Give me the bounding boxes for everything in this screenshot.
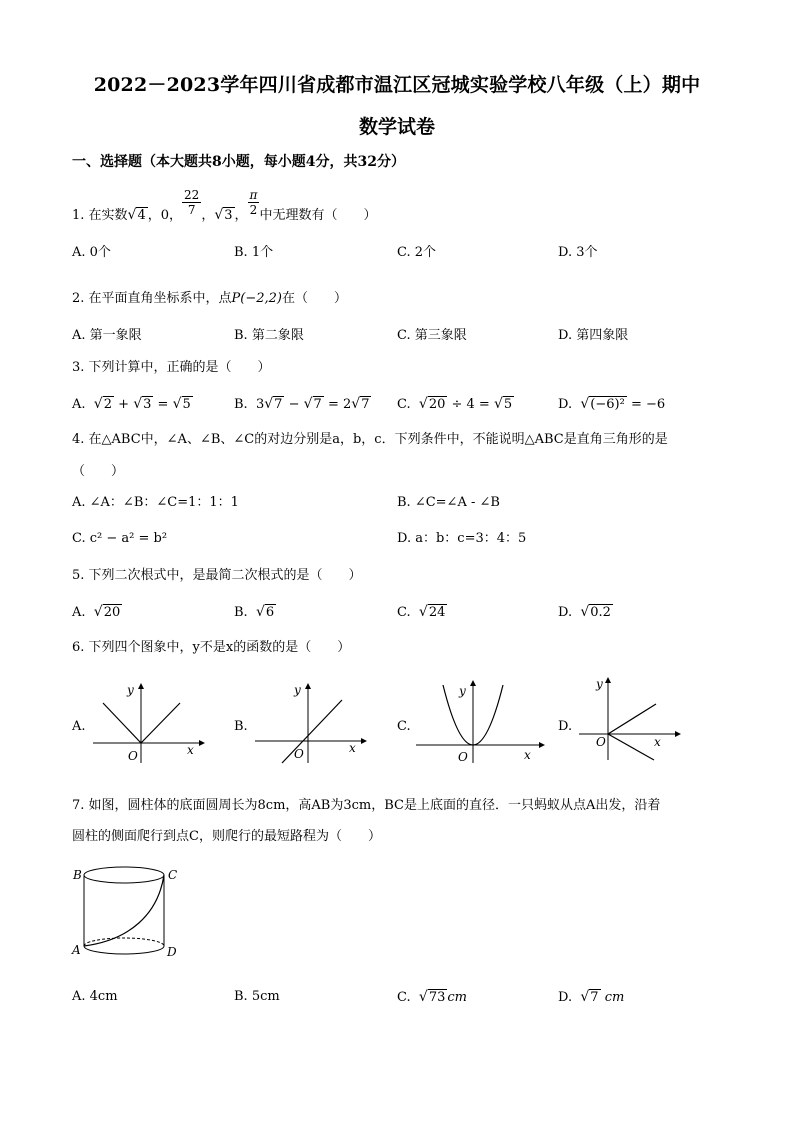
- q3-option-d[interactable]: D. √(−6)² = −6: [558, 396, 666, 412]
- point-c-label: C: [168, 868, 178, 882]
- q3-option-b[interactable]: B. 3√7 − √7 = 2√7: [234, 396, 370, 412]
- fraction-22-7: $\frac{22}{7}$: [184, 188, 200, 217]
- q4-option-c[interactable]: C. c² − a² = b²: [72, 531, 168, 546]
- q2-option-d[interactable]: D. 第四象限: [558, 328, 629, 343]
- q6-graph-b: [250, 678, 370, 766]
- x-axis-label: x: [654, 735, 661, 749]
- question-7-line1: 7. 如图，圆柱体的底面圆周长为8cm，高AB为3cm，BC是上底面的直径．一只蚂蚁从点A出发，沿着: [72, 798, 661, 813]
- q6-graph-c: [413, 675, 548, 765]
- q1-option-a[interactable]: A. 0个: [72, 245, 111, 260]
- q6-option-d-label[interactable]: D.: [558, 719, 573, 734]
- q5-option-a[interactable]: A. √20: [72, 604, 121, 620]
- q7-option-a[interactable]: A. 4cm: [72, 989, 118, 1004]
- x-axis-label: x: [187, 743, 194, 757]
- y-axis-label: y: [127, 683, 134, 697]
- point-b-label: B: [73, 868, 82, 882]
- section-heading: 一、选择题（本大题共8小题，每小题4分，共32分）: [72, 154, 405, 170]
- q7-option-b[interactable]: B. 5cm: [234, 989, 280, 1004]
- question-4-line2: （ ）: [72, 464, 125, 479]
- q5-option-c[interactable]: C. √24: [397, 604, 446, 620]
- point-d-label: D: [167, 945, 177, 959]
- question-6: 6. 下列四个图象中，y不是x的函数的是（ ）: [72, 640, 351, 655]
- fraction-pi-2: $\frac{\pi}{2}$: [249, 188, 258, 217]
- cylinder-figure: [70, 862, 185, 962]
- q1-option-b[interactable]: B. 1个: [234, 245, 274, 260]
- y-axis-label: y: [596, 677, 603, 691]
- q4-option-d[interactable]: D. a：b：c=3：4：5: [397, 531, 527, 546]
- point-a-label: A: [72, 943, 81, 957]
- x-axis-label: x: [349, 741, 356, 755]
- question-5: 5. 下列二次根式中，是最简二次根式的是（ ）: [72, 568, 362, 583]
- question-7-line2: 圆柱的侧面爬行到点C，则爬行的最短路程为（ ）: [72, 829, 381, 844]
- y-axis-label: y: [294, 683, 301, 697]
- q7-option-d[interactable]: D. √7 cm: [558, 989, 625, 1005]
- q1-option-d[interactable]: D. 3个: [558, 245, 598, 260]
- q6-graph-d: [574, 672, 684, 762]
- question-1: 1. 在实数√4 ，0， $\frac{22}{7}$ ，√3 ， $\frac{\pi}{2}$ 中无理数有（ ）: [72, 188, 377, 223]
- q7-option-c[interactable]: C. √73 cm: [397, 989, 467, 1005]
- q6-option-c-label[interactable]: C.: [397, 719, 411, 734]
- origin-label: O: [458, 750, 468, 764]
- q3-option-c[interactable]: C. √20 ÷ 4 = √5: [397, 396, 513, 412]
- origin-label: O: [128, 749, 138, 763]
- question-3: 3. 下列计算中，正确的是（ ）: [72, 360, 271, 375]
- q5-option-b[interactable]: B. √6: [234, 604, 275, 620]
- origin-label: O: [596, 735, 606, 749]
- q4-option-b[interactable]: B. ∠C=∠A - ∠B: [397, 495, 500, 510]
- q6-graph-a: [88, 678, 208, 766]
- q4-option-a[interactable]: A. ∠A：∠B：∠C=1：1：1: [72, 495, 239, 510]
- q6-option-b-label[interactable]: B.: [234, 719, 248, 734]
- q6-option-a-label[interactable]: A.: [72, 719, 86, 734]
- y-axis-label: y: [459, 684, 466, 698]
- x-axis-label: x: [524, 748, 531, 762]
- q3-option-a[interactable]: A. √2 + √3 = √5: [72, 396, 191, 412]
- q2-option-a[interactable]: A. 第一象限: [72, 328, 142, 343]
- origin-label: O: [294, 747, 304, 761]
- question-4-line1: 4. 在△ABC中，∠A、∠B、∠C的对边分别是a，b，c．下列条件中，不能说明△ABC是直角三角形的是: [72, 432, 668, 447]
- exam-title-line2: 数学试卷: [358, 116, 435, 138]
- q2-option-b[interactable]: B. 第二象限: [234, 328, 304, 343]
- q1-option-c[interactable]: C. 2个: [397, 245, 437, 260]
- question-2: 2. 在平面直角坐标系中，点P(−2,2)在（ ）: [72, 291, 348, 306]
- q2-option-c[interactable]: C. 第三象限: [397, 328, 467, 343]
- exam-title-line1: 2022－2023学年四川省成都市温江区冠城实验学校八年级（上）期中: [93, 74, 701, 96]
- q5-option-d[interactable]: D. √0.2: [558, 604, 611, 620]
